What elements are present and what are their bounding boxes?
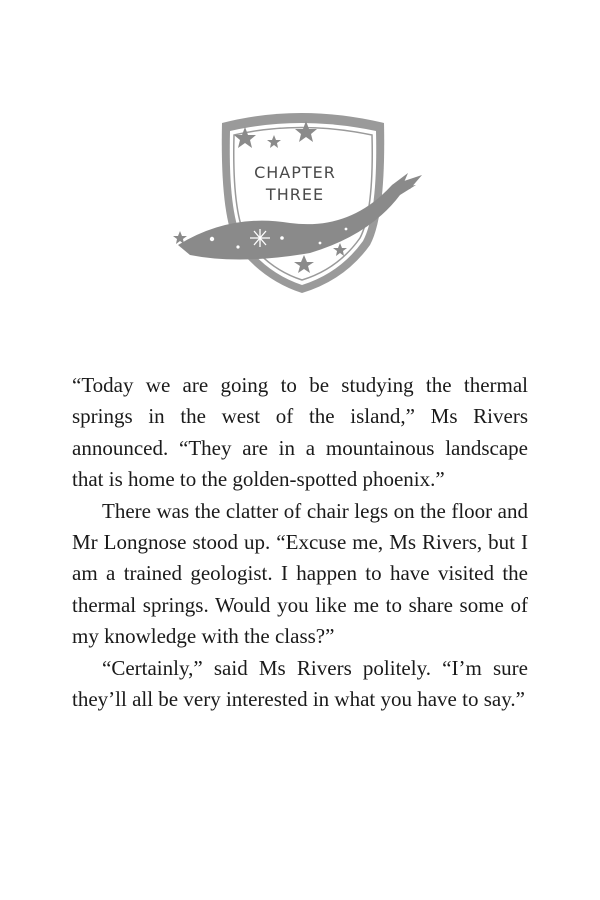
chapter-number: THREE	[265, 185, 325, 204]
shield-badge-icon	[170, 105, 432, 305]
paragraph-1: “Today we are going to be studying the thermal springs in the west of the island,” Ms Rivers announced. “They are in a mountainous landscape that is home to the golden-spotted phoenix.”	[72, 373, 528, 492]
chapter-label: CHAPTER	[254, 163, 336, 182]
paragraph-2: There was the clatter of chair legs on the floor and Mr Longnose stood up. “Excuse me, Ms Rivers, but I am a trained geologist. I happen to have visited the thermal springs. Would you like me to share some of my knowledge with the class?”	[72, 498, 528, 649]
chapter-emblem	[170, 105, 432, 305]
paragraph-3: “Certainly,” said Ms Rivers politely. “I’m sure they’ll all be very interested in what you have to say.”	[72, 655, 528, 712]
story-text	[72, 370, 528, 715]
